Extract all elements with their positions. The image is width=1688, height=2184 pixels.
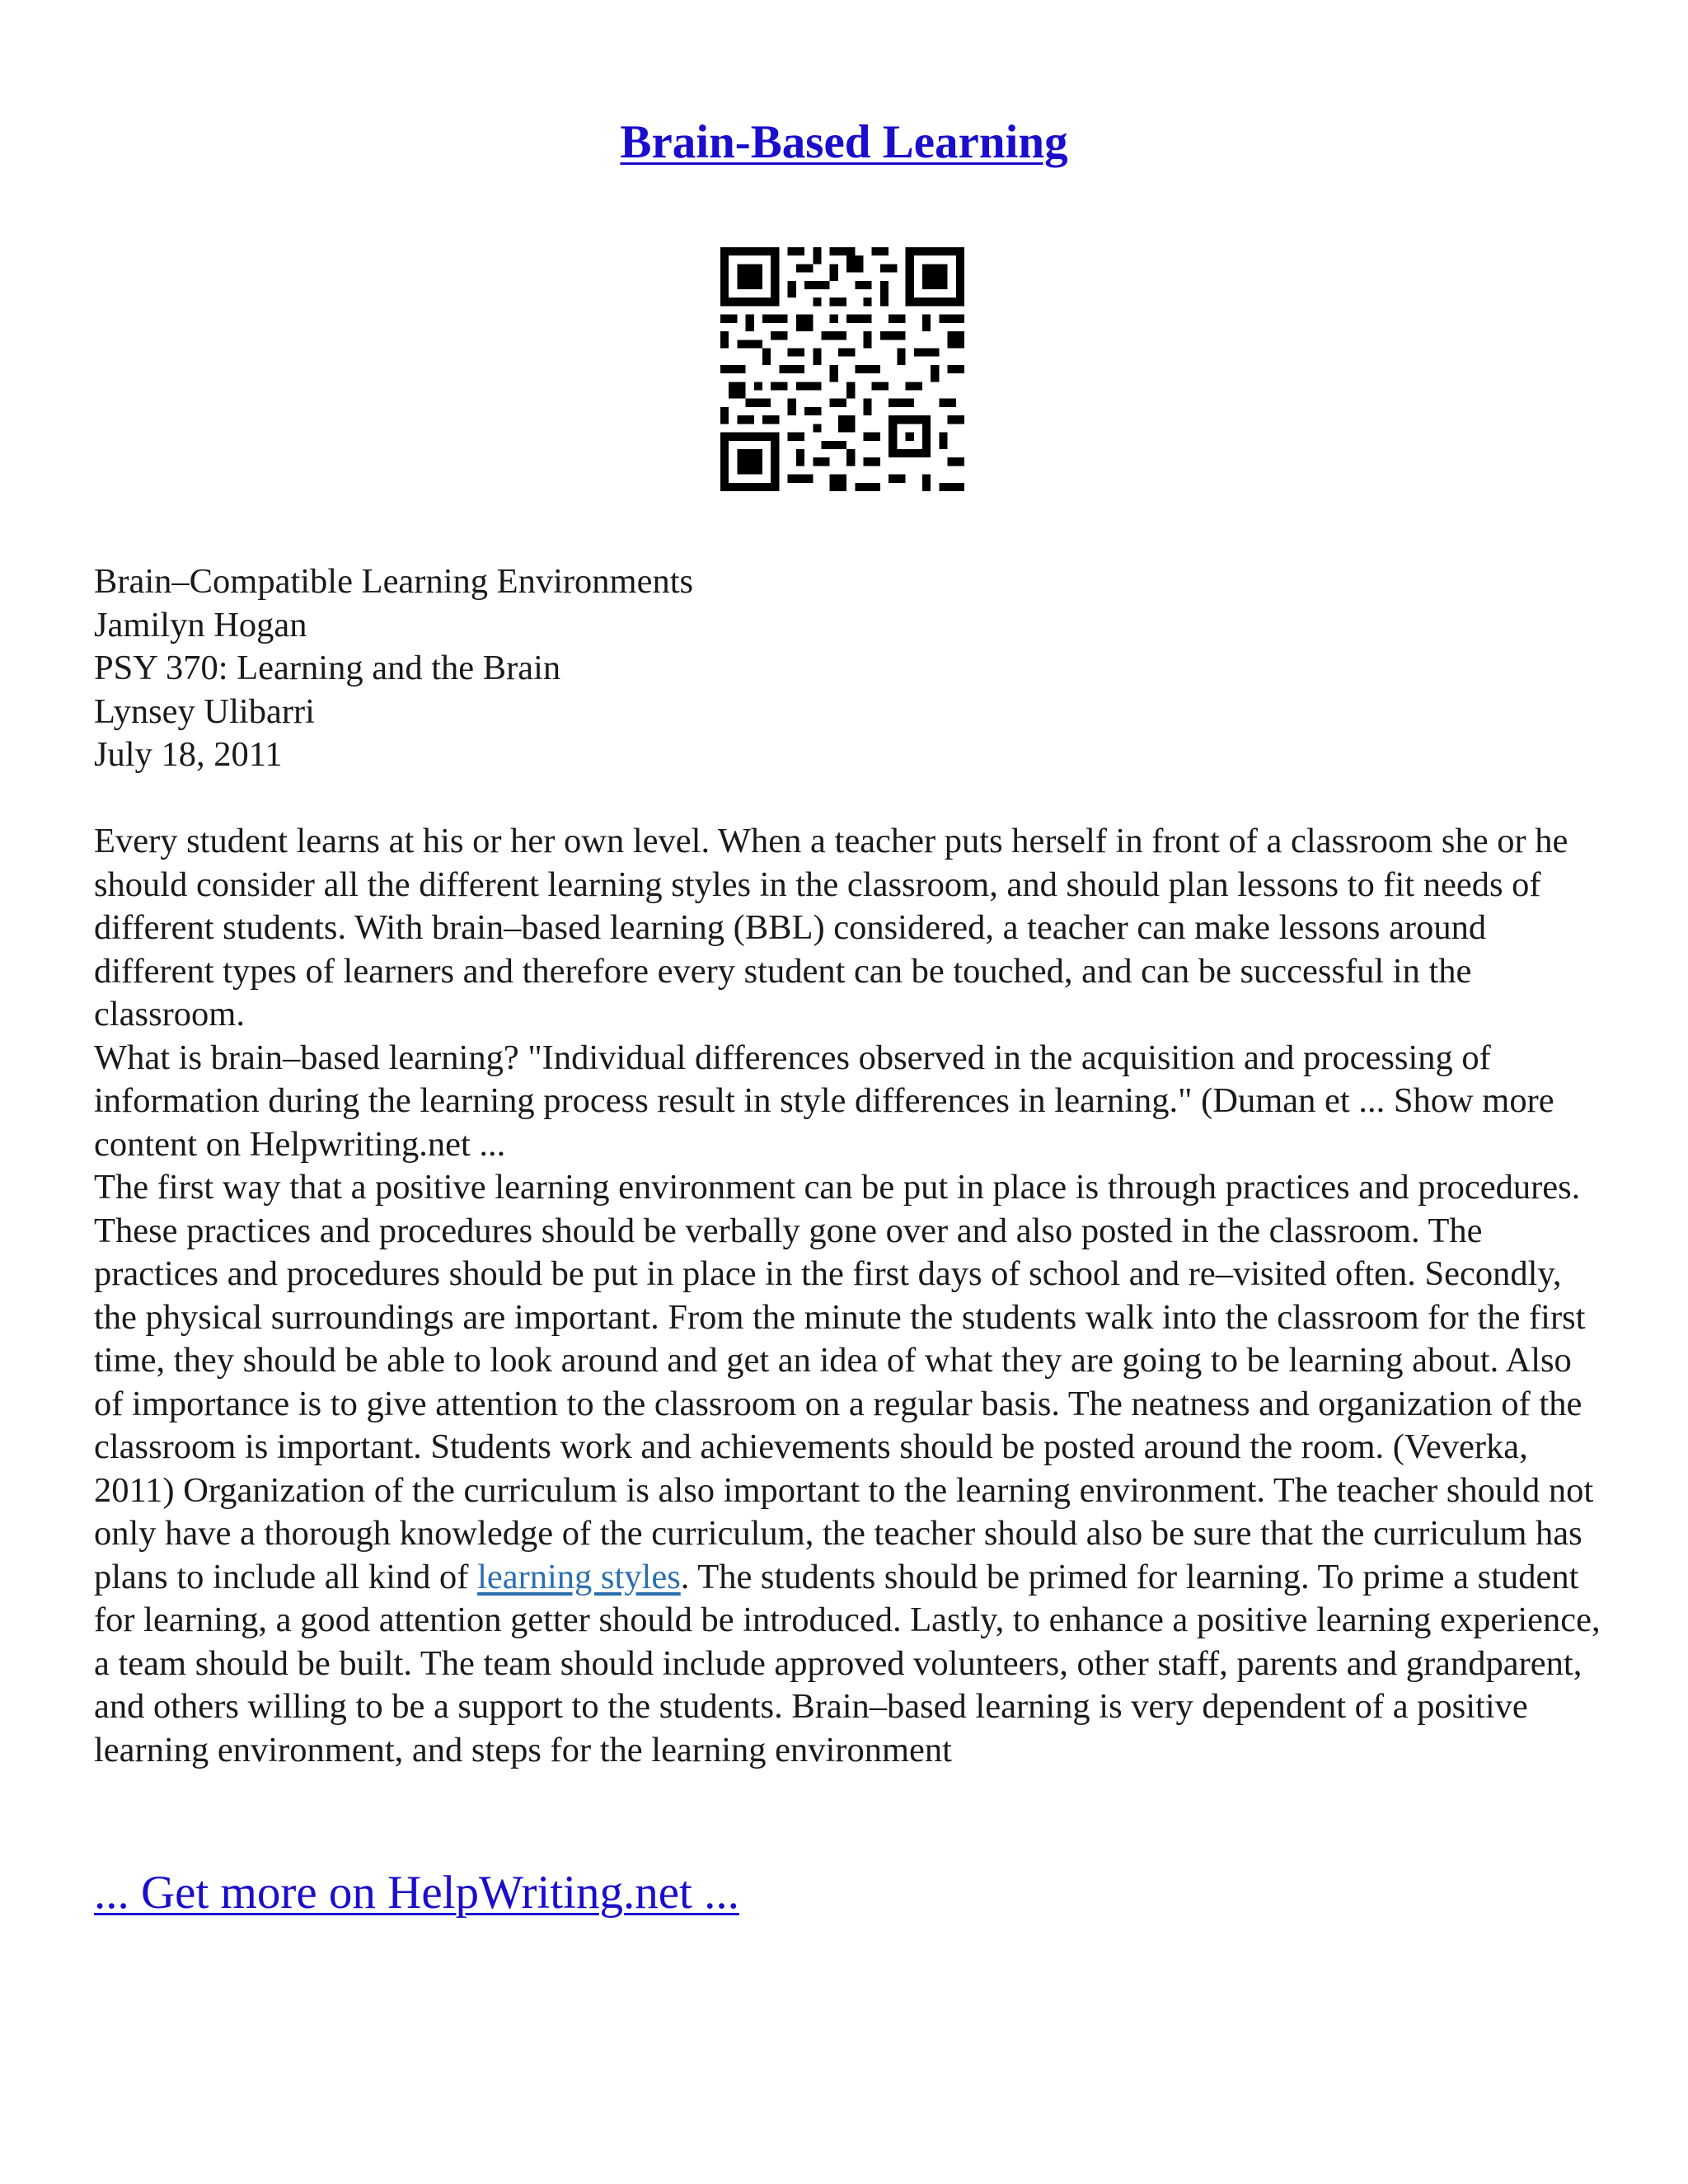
paragraph-1: Every student learns at his or her own level. When a teacher puts herself in front of a classroom she or he should consider all the different learning styles in the classroom, and should plan lessons to fit needs of different students. With brain–based learning (BBL) considered, a teacher can make lessons around different types of learners and therefore every student can be touched, and can be successful in the classroom.	[94, 822, 1568, 1033]
paragraph-2: What is brain–based learning? "Individual differences observed in the acquisition and processing of information during the learning process result in style differences in learning." (Duman et ... Show more content on Helpwriting.net ...	[94, 1038, 1554, 1164]
course-name: PSY 370: Learning and the Brain	[94, 649, 561, 687]
title-link[interactable]: Brain-Based Learning	[620, 116, 1068, 168]
paragraph-3-text-b: . The students should be primed for learning. To prime a student for learning, a good attention getter should be introduced. Lastly, to enhance a positive learning experience, a team should be built. The team should include approved volunteers, other staff, parents and grandparent, and others willing to be a support to the students. Brain–based learning is very dependent of a positive learning environment, and steps for the learning environment	[94, 1557, 1601, 1769]
learning-styles-link[interactable]: learning styles	[477, 1557, 681, 1596]
instructor-name: Lynsey Ulibarri	[94, 691, 315, 731]
author-name: Jamilyn Hogan	[94, 605, 307, 644]
qr-code-icon	[720, 247, 964, 491]
document-date: July 18, 2011	[94, 735, 283, 774]
get-more-link[interactable]: ... Get more on HelpWriting.net ...	[94, 1867, 739, 1919]
document-header	[94, 560, 1602, 777]
paragraph-3-text-a: The first way that a positive learning environment can be put in place is through practices and procedures. These practices and procedures should be verbally gone over and also posted in the classroom. The practices and procedures should be put in place in the first days of school and re–visited often. Secondly, the physical surroundings are important. From the minute the students walk into the classroom for the first time, they should be able to look around and get an idea of what they are going to be learning about. Also of importance is to give attention to the classroom on a regular basis. The neatness and organization of the classroom is important. Students work and achievements should be posted around the room. (Veverka, 2011) Organization of the curriculum is also important to the learning environment. The teacher should not only have a thorough knowledge of the curriculum, the teacher should also be sure that the curriculum has plans to include all kind of	[94, 1168, 1594, 1596]
document-subtitle: Brain–Compatible Learning Environments	[94, 562, 694, 601]
footer	[94, 1864, 739, 1922]
paragraph-3	[94, 1166, 1602, 1772]
page-title	[0, 114, 1688, 171]
document-body	[94, 820, 1602, 1772]
